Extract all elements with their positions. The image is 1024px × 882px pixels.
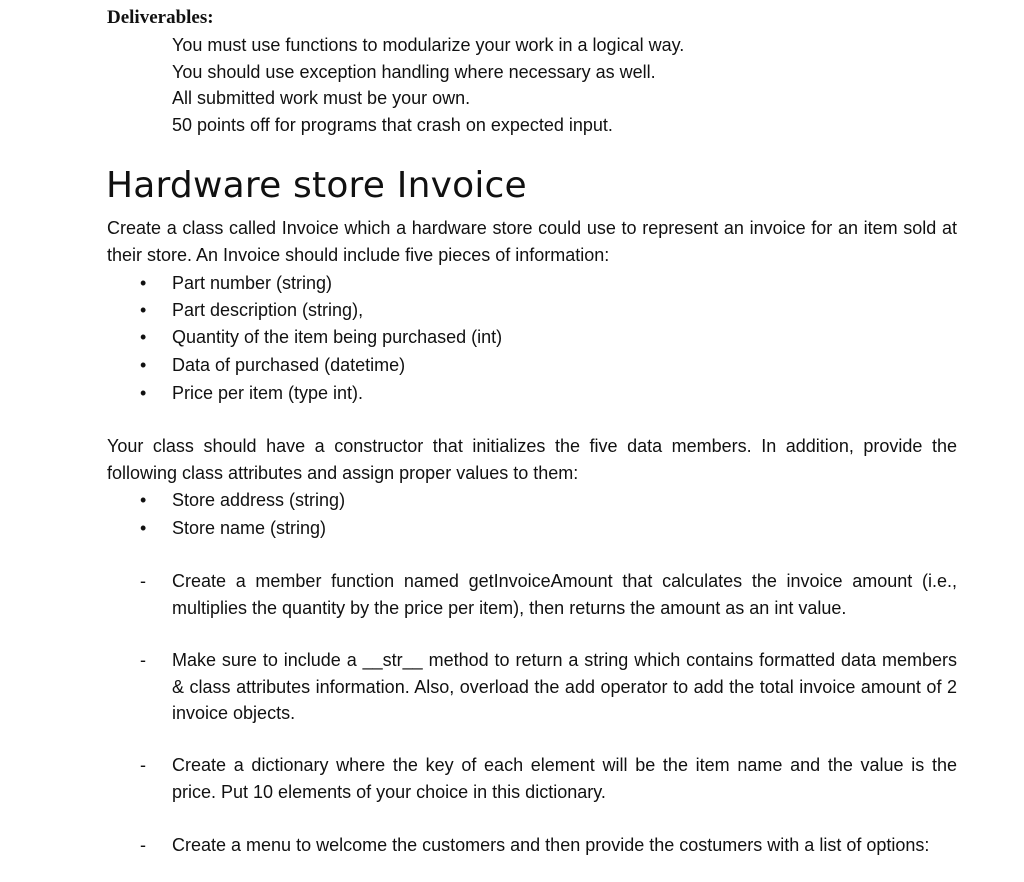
- dash-marker: -: [140, 571, 146, 591]
- bullet-icon: •: [140, 273, 147, 293]
- intro-paragraph: Create a class called Invoice which a hardware store could use to represent an invoice for an item sold at their store. An Invoice should include five pieces of information:: [107, 218, 957, 265]
- bullet-icon: •: [140, 300, 147, 320]
- invoice-field-item: Part number (string): [172, 273, 333, 293]
- deliverable-line: You should use exception handling where necessary as well.: [172, 62, 656, 82]
- deliverable-line: 50 points off for programs that crash on expected input.: [172, 115, 613, 135]
- bullet-icon: •: [140, 327, 147, 347]
- invoice-field-item: Part description (string),: [172, 300, 364, 320]
- deliverable-line: All submitted work must be your own.: [172, 88, 471, 108]
- section-title: Hardware store Invoice: [106, 165, 527, 206]
- deliverable-line: You must use functions to modularize your work in a logical way.: [172, 35, 685, 55]
- dash-marker: -: [140, 835, 146, 855]
- constructor-paragraph: Your class should have a constructor that initializes the five data members. In addition, provide the following class attributes and assign proper values to them:: [107, 436, 957, 483]
- bullet-icon: •: [140, 355, 147, 375]
- invoice-field-item: Quantity of the item being purchased (int): [172, 327, 503, 347]
- deliverables-heading: Deliverables:: [107, 7, 214, 28]
- invoice-field-item: Price per item (type int).: [172, 383, 364, 403]
- invoice-field-item: Data of purchased (datetime): [172, 355, 406, 375]
- task-item: Make sure to include a __str__ method to return a string which contains formatted data members & class attributes information. Also, overload the add operator to add the total invoice amount of 2 invoice objects.: [172, 650, 957, 723]
- class-attribute-item: Store address (string): [172, 490, 346, 510]
- bullet-icon: •: [140, 490, 147, 510]
- task-item: Create a menu to welcome the customers and then provide the costumers with a list of options:: [172, 835, 930, 855]
- task-item: Create a dictionary where the key of each element will be the item name and the value is the price. Put 10 elements of your choice in this dictionary.: [172, 755, 957, 802]
- dash-marker: -: [140, 755, 146, 775]
- bullet-icon: •: [140, 383, 147, 403]
- dash-marker: -: [140, 650, 146, 670]
- task-item: Create a member function named getInvoiceAmount that calculates the invoice amount (i.e., multiplies the quantity by the price per item), then returns the amount as an int value.: [172, 571, 957, 618]
- bullet-icon: •: [140, 518, 147, 538]
- class-attribute-item: Store name (string): [172, 518, 327, 538]
